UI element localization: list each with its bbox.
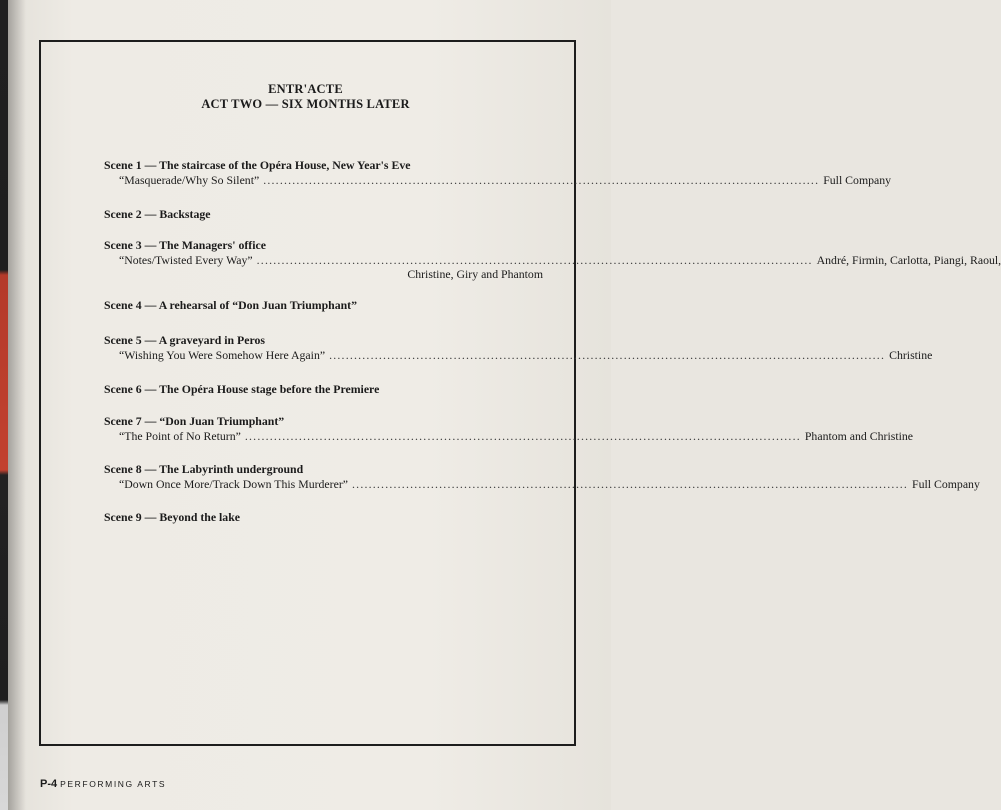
scene-5-song-row [119, 348, 933, 363]
scene-5-title: Scene 5 — A graveyard in Peros [104, 333, 265, 347]
scene-1-song-row [119, 173, 892, 188]
publication-name: PERFORMING ARTS [60, 779, 167, 789]
scene-8-performers: Full Company [912, 477, 980, 491]
scene-3-title: Scene 3 — The Managers' office [104, 238, 266, 252]
scene-1-song: “Masquerade/Why So Silent” [119, 173, 260, 187]
act-two-heading: ACT TWO — SIX MONTHS LATER [201, 97, 410, 111]
binding-spine [0, 0, 8, 810]
scene-3-song-row [119, 253, 1001, 268]
scene-5-song: “Wishing You Were Somehow Here Again” [119, 348, 326, 362]
scene-2-title: Scene 2 — Backstage [104, 207, 211, 221]
dot-leader: ...................................................................................................................................... [244, 429, 801, 443]
entracte-heading: ENTR'ACTE [268, 82, 343, 96]
scene-1-title: Scene 1 — The staircase of the Opéra House, New Year's Eve [104, 158, 411, 172]
scene-1-performers: Full Company [823, 173, 892, 187]
scene-8-song-row [119, 477, 980, 492]
scene-7-performers: Phantom and Christine [804, 429, 914, 443]
scene-7-song: “The Point of No Return” [119, 429, 241, 443]
scene-8-title: Scene 8 — The Labyrinth underground [104, 462, 304, 476]
dot-leader: ...................................................................................................................................... [263, 173, 820, 187]
scene-9-title: Scene 9 — Beyond the lake [104, 510, 240, 524]
scene-7-song-row [119, 429, 914, 444]
scene-3-performers-cont: Christine, Giry and Phantom [407, 267, 543, 281]
scene-7-title: Scene 7 — “Don Juan Triumphant” [104, 414, 285, 428]
scene-8-song: “Down Once More/Track Down This Murderer” [119, 477, 349, 491]
scene-3-song: “Notes/Twisted Every Way” [119, 253, 253, 267]
dot-leader: ...................................................................................................................................... [256, 253, 813, 267]
dot-leader: ...................................................................................................................................... [329, 348, 886, 362]
scene-3-performers: André, Firmin, Carlotta, Piangi, Raoul, [816, 253, 1001, 267]
scene-5-performers: Christine [889, 348, 933, 362]
page-footer [40, 774, 166, 792]
page-number: P-4 [40, 778, 58, 790]
scene-4-title: Scene 4 — A rehearsal of “Don Juan Triumphant” [104, 298, 358, 312]
dot-leader: ...................................................................................................................................... [352, 477, 909, 491]
scene-6-title: Scene 6 — The Opéra House stage before the Premiere [104, 382, 380, 396]
spine-shadow [8, 0, 26, 810]
